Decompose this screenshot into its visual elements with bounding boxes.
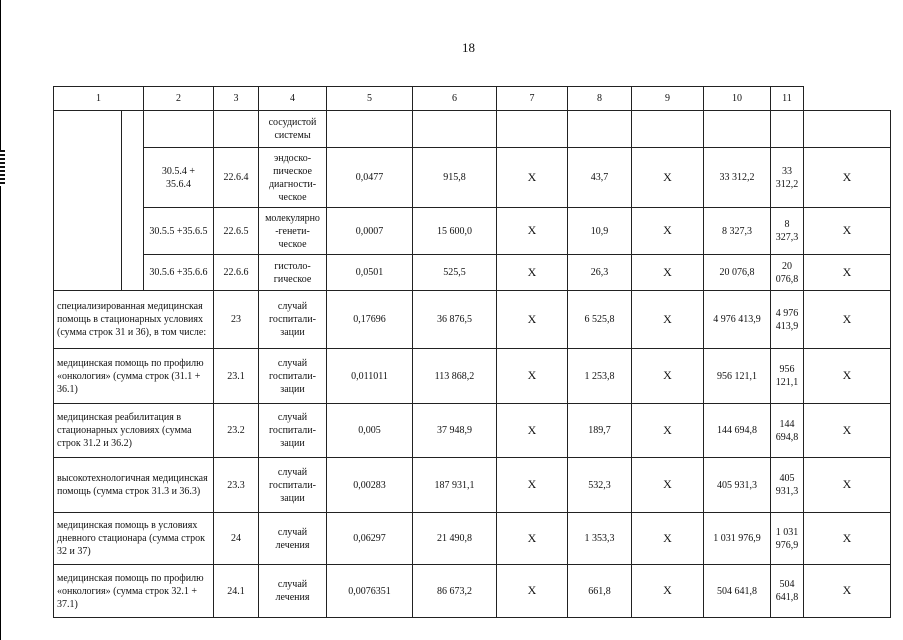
- unit-cell: случай лечения: [259, 565, 327, 618]
- unit-cell: молекулярно -генети- ческое: [259, 208, 327, 255]
- table-row: [54, 111, 891, 148]
- value-cell-c6: Х: [497, 255, 568, 291]
- value-cell-c9: 8 327,3: [704, 208, 771, 255]
- table-row: [54, 208, 891, 255]
- value-cell-c4: 0,0007: [327, 208, 413, 255]
- table-row: [54, 349, 891, 404]
- row-name-cell: специализированная медицинская помощь в стационарных условиях (сумма строк 31 и 36), в том числе:: [54, 291, 214, 349]
- value-cell-c7: 6 525,8: [568, 291, 632, 349]
- unit-cell: гистоло- гическое: [259, 255, 327, 291]
- unit-cell: случай госпитали- зации: [259, 458, 327, 513]
- row-number-cell: 23.1: [214, 349, 259, 404]
- table-body: [54, 87, 891, 618]
- column-header-1: 1: [54, 87, 144, 111]
- row-name-cell: медицинская помощь в условиях дневного стационара (сумма строк 32 и 37): [54, 513, 214, 565]
- row-number-cell: [214, 111, 259, 148]
- page-number: 18: [462, 40, 475, 55]
- value-cell-c10: 1 031 976,9: [771, 513, 804, 565]
- unit-cell: случай госпитали- зации: [259, 291, 327, 349]
- value-cell-c5: 21 490,8: [413, 513, 497, 565]
- row-name-cell: медицинская реабилитация в стационарных условиях (сумма строк 31.2 и 36.2): [54, 404, 214, 458]
- value-cell-c6: Х: [497, 291, 568, 349]
- value-cell-c9: 20 076,8: [704, 255, 771, 291]
- row-name-cell: медицинская помощь по профилю «онкология» (сумма строк (31.1 + 36.1): [54, 349, 214, 404]
- page-left-edge: [0, 0, 1, 640]
- value-cell-c10: 144 694,8: [771, 404, 804, 458]
- value-cell-c6: Х: [497, 349, 568, 404]
- value-cell-c5: 15 600,0: [413, 208, 497, 255]
- value-cell-c7: 43,7: [568, 148, 632, 208]
- value-cell-c7: [568, 111, 632, 148]
- value-cell-c8: Х: [632, 208, 704, 255]
- value-cell-c11: Х: [804, 513, 891, 565]
- row-name-cell: высокотехнологичная медицинская помощь (сумма строк 31.3 и 36.3): [54, 458, 214, 513]
- value-cell-c10: 405 931,3: [771, 458, 804, 513]
- unit-cell: случай госпитали- зации: [259, 349, 327, 404]
- column-header-3: 3: [214, 87, 259, 111]
- table-row: [54, 255, 891, 291]
- value-cell-c8: [632, 111, 704, 148]
- value-cell-c6: Х: [497, 404, 568, 458]
- table-row: [54, 513, 891, 565]
- value-cell-c5: 36 876,5: [413, 291, 497, 349]
- code-cell: 30.5.4 + 35.6.4: [144, 148, 214, 208]
- value-cell-c4: 0,0076351: [327, 565, 413, 618]
- value-cell-c8: Х: [632, 513, 704, 565]
- row-number-cell: 24.1: [214, 565, 259, 618]
- value-cell-c6: Х: [497, 513, 568, 565]
- row-name-cell: медицинская помощь по профилю «онкология» (сумма строк 32.1 + 37.1): [54, 565, 214, 618]
- table-row: [54, 291, 891, 349]
- value-cell-c8: Х: [632, 349, 704, 404]
- value-cell-c4: 0,06297: [327, 513, 413, 565]
- value-cell-c4: 0,0477: [327, 148, 413, 208]
- value-cell-c8: Х: [632, 565, 704, 618]
- value-cell-c10: 20 076,8: [771, 255, 804, 291]
- value-cell-c5: 86 673,2: [413, 565, 497, 618]
- value-cell-c8: Х: [632, 291, 704, 349]
- row-number-cell: 23.3: [214, 458, 259, 513]
- value-cell-c7: 10,9: [568, 208, 632, 255]
- value-cell-c11: [804, 111, 891, 148]
- value-cell-c4: 0,011011: [327, 349, 413, 404]
- value-cell-c11: Х: [804, 404, 891, 458]
- value-cell-c9: 405 931,3: [704, 458, 771, 513]
- value-cell-c11: Х: [804, 458, 891, 513]
- value-cell-c5: 113 868,2: [413, 349, 497, 404]
- value-cell-c9: 956 121,1: [704, 349, 771, 404]
- table-row: [54, 458, 891, 513]
- column-header-7: 7: [497, 87, 568, 111]
- value-cell-c9: 1 031 976,9: [704, 513, 771, 565]
- table-row: [54, 565, 891, 618]
- value-cell-c10: 4 976 413,9: [771, 291, 804, 349]
- value-cell-c10: 956 121,1: [771, 349, 804, 404]
- unit-cell: эндоско- пическое диагности- ческое: [259, 148, 327, 208]
- value-cell-c11: Х: [804, 208, 891, 255]
- row-number-cell: 24: [214, 513, 259, 565]
- row-number-cell: 22.6.6: [214, 255, 259, 291]
- column-header-10: 10: [704, 87, 771, 111]
- unit-cell: случай госпитали- зации: [259, 404, 327, 458]
- row-number-cell: 23.2: [214, 404, 259, 458]
- value-cell-c7: 1 253,8: [568, 349, 632, 404]
- value-cell-c4: [327, 111, 413, 148]
- value-cell-c8: Х: [632, 404, 704, 458]
- value-cell-c7: 26,3: [568, 255, 632, 291]
- code-cell: 30.5.5 +35.6.5: [144, 208, 214, 255]
- subgroup-blank-cell: [122, 111, 144, 291]
- value-cell-c8: Х: [632, 148, 704, 208]
- column-header-2: 2: [144, 87, 214, 111]
- value-cell-c11: Х: [804, 565, 891, 618]
- column-header-5: 5: [327, 87, 413, 111]
- column-header-11: 11: [771, 87, 804, 111]
- value-cell-c10: 504 641,8: [771, 565, 804, 618]
- value-cell-c6: Х: [497, 208, 568, 255]
- value-cell-c5: 525,5: [413, 255, 497, 291]
- value-cell-c6: Х: [497, 148, 568, 208]
- value-cell-c6: Х: [497, 458, 568, 513]
- group-blank-cell: [54, 111, 122, 291]
- value-cell-c6: [497, 111, 568, 148]
- value-cell-c4: 0,17696: [327, 291, 413, 349]
- value-cell-c11: Х: [804, 148, 891, 208]
- value-cell-c9: 504 641,8: [704, 565, 771, 618]
- value-cell-c11: Х: [804, 349, 891, 404]
- column-header-6: 6: [413, 87, 497, 111]
- value-cell-c7: 661,8: [568, 565, 632, 618]
- value-cell-c5: 915,8: [413, 148, 497, 208]
- value-cell-c9: [704, 111, 771, 148]
- column-header-9: 9: [632, 87, 704, 111]
- value-cell-c8: Х: [632, 458, 704, 513]
- row-number-cell: 23: [214, 291, 259, 349]
- value-cell-c7: 532,3: [568, 458, 632, 513]
- code-cell: 30.5.6 +35.6.6: [144, 255, 214, 291]
- header-row: [54, 87, 891, 111]
- value-cell-c9: 4 976 413,9: [704, 291, 771, 349]
- value-cell-c11: Х: [804, 291, 891, 349]
- table-row: [54, 148, 891, 208]
- table-row: [54, 404, 891, 458]
- value-cell-c4: 0,0501: [327, 255, 413, 291]
- value-cell-c5: 187 931,1: [413, 458, 497, 513]
- row-number-cell: 22.6.5: [214, 208, 259, 255]
- row-number-cell: 22.6.4: [214, 148, 259, 208]
- column-header-8: 8: [568, 87, 632, 111]
- code-cell: [144, 111, 214, 148]
- value-cell-c8: Х: [632, 255, 704, 291]
- value-cell-c6: Х: [497, 565, 568, 618]
- value-cell-c10: 33 312,2: [771, 148, 804, 208]
- value-cell-c10: 8 327,3: [771, 208, 804, 255]
- column-header-4: 4: [259, 87, 327, 111]
- value-cell-c11: Х: [804, 255, 891, 291]
- value-cell-c10: [771, 111, 804, 148]
- value-cell-c9: 33 312,2: [704, 148, 771, 208]
- value-cell-c7: 189,7: [568, 404, 632, 458]
- value-cell-c5: 37 948,9: [413, 404, 497, 458]
- value-cell-c5: [413, 111, 497, 148]
- value-cell-c4: 0,00283: [327, 458, 413, 513]
- data-table: [53, 86, 891, 618]
- value-cell-c4: 0,005: [327, 404, 413, 458]
- binding-mark: [0, 150, 5, 186]
- unit-cell: случай лечения: [259, 513, 327, 565]
- value-cell-c9: 144 694,8: [704, 404, 771, 458]
- unit-cell: сосудистой системы: [259, 111, 327, 148]
- value-cell-c7: 1 353,3: [568, 513, 632, 565]
